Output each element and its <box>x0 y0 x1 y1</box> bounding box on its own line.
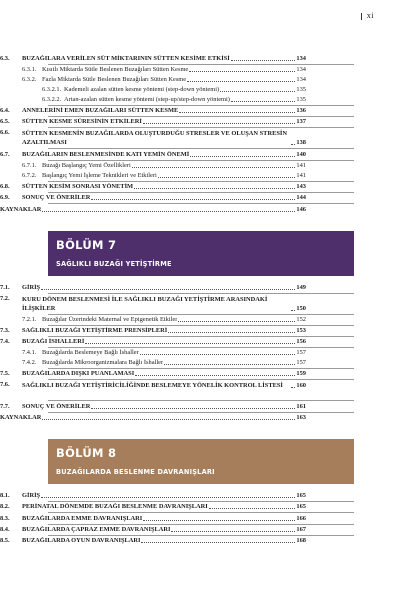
toc-entry[interactable]: 7.3. SAĞLIKLI BUZAĞI YETİŞTİRME PRENSİPLERİ 153 <box>0 327 306 334</box>
toc-entry[interactable]: 7.2. KURU DÖNEM BESLENMESİ İLE SAĞLIKLI BUZAĞI YETİŞTİRME ARASINDAKİ İLİŞKİLER 150 <box>0 295 306 313</box>
toc-entry[interactable]: 6.8. SÜTTEN KESİM SONRASI YÖNETİM 143 <box>0 183 306 190</box>
toc-entry[interactable]: 7.6. SAĞLIKLI BUZAĞI YETİŞTİRİCİLİĞİNDE BESLEMEYE YÖNELİK KONTROL LİSTESİ 160 <box>0 381 306 390</box>
toc-entry[interactable]: 8.1. GİRİŞ 165 <box>0 492 306 499</box>
divider <box>48 148 354 149</box>
chapter-title: SAĞLIKLI BUZAĞI YETİŞTİRME <box>56 260 172 268</box>
divider <box>48 293 354 294</box>
chapter-label: BÖLÜM 7 <box>56 238 117 252</box>
toc-entry[interactable]: 8.3. BUZAĞILARDA EMME DAVRANIŞLARI 166 <box>0 515 306 522</box>
divider <box>48 379 354 380</box>
toc-entry[interactable]: 6.3.1. Kısıtlı Miktarda Sütle Beslenen Buzağıları Sütten Kesme 134 <box>22 66 306 73</box>
page-header <box>361 11 374 20</box>
divider <box>48 336 354 337</box>
toc-entry[interactable]: 8.5. BUZAĞILARDA OYUN DAVRANIŞLARI 168 <box>0 537 306 544</box>
toc-entry-references[interactable]: KAYNAKLAR 163 <box>0 414 306 421</box>
divider <box>48 325 354 326</box>
divider <box>48 535 354 536</box>
divider <box>48 347 354 348</box>
divider <box>48 116 354 117</box>
toc-entry[interactable]: 6.4. ANNELERİNİ EMEN BUZAĞILARI SÜTTEN KESME 136 <box>0 107 306 114</box>
toc-entry[interactable]: 7.5. BUZAĞILARDA DIŞKI PUANLAMASI 159 <box>0 370 306 377</box>
divider <box>48 412 354 413</box>
divider <box>48 64 354 65</box>
toc-entry[interactable]: 7.2.1. Buzağılar Üzerindeki Maternal ve Epigenetik Etkiler 152 <box>22 316 306 323</box>
chapter-title: BUZAĞILARDA BESLENME DAVRANIŞLARI <box>56 468 215 476</box>
toc-entry[interactable]: 6.7.2. Başlangıç Yemi İşleme Teknikleri ve Etkileri 141 <box>22 172 306 179</box>
divider <box>48 127 354 128</box>
toc-entry-references[interactable]: KAYNAKLAR 146 <box>0 206 306 213</box>
divider <box>48 181 354 182</box>
divider <box>48 524 354 525</box>
toc-entry[interactable]: 6.3. BUZAĞILARA VERİLEN SÜT MİKTARININ SÜTTEN KESİME ETKİSİ 134 <box>0 55 306 62</box>
divider <box>48 501 354 502</box>
divider <box>48 105 354 106</box>
toc-entry[interactable]: 6.3.2. Fazla Miktarda Sütle Beslenen Buzağıları Sütten Kesme 134 <box>22 76 306 83</box>
toc-entry[interactable]: 6.3.2.2. Artan-azalan sütten kesme yöntemi (step-up/step-down yöntemi) 135 <box>42 96 306 103</box>
divider <box>48 512 354 513</box>
toc-entry[interactable]: 6.5. SÜTTEN KESME SÜRESİNİN ETKİLERİ 137 <box>0 118 306 125</box>
toc-entry[interactable]: 7.4. BUZAĞI İSHALLERİ 156 <box>0 338 306 345</box>
divider <box>48 368 354 369</box>
toc-entry[interactable]: 6.7. BUZAĞILARIN BESLENMESİNDE KATI YEMİN ÖNEMİ 140 <box>0 151 306 158</box>
chapter-8-header <box>48 439 354 484</box>
header-divider <box>361 13 362 20</box>
divider <box>48 160 354 161</box>
toc-entry[interactable]: 7.4.1. Buzağılarda Beslemeye Bağlı İshaller 157 <box>22 349 306 356</box>
divider <box>48 192 354 193</box>
toc-entry[interactable]: 8.2. PERİNATAL DÖNEMDE BUZAĞI BESLENME DAVRANIŞLARI 165 <box>0 503 306 510</box>
page-number: xi <box>366 11 374 20</box>
chapter-7-header <box>48 231 354 276</box>
divider <box>48 314 354 315</box>
toc-entry[interactable]: 6.6. SÜTTEN KESMENİN BUZAĞILARDA OLUŞTURDUĞU STRESLER VE OLUŞAN STRESİN AZALTILMASI 138 <box>0 129 306 147</box>
divider <box>48 400 354 401</box>
chapter-label: BÖLÜM 8 <box>56 446 117 460</box>
toc-entry[interactable]: 8.4. BUZAĞILARDA ÇAPRAZ EMME DAVRANIŞLARI 167 <box>0 526 306 533</box>
divider <box>48 203 354 204</box>
toc-entry[interactable]: 7.7. SONUÇ VE ÖNERİLER 161 <box>0 403 306 410</box>
toc-entry[interactable]: 7.4.2. Buzağılarda Mikroorganizmalara Bağlı İshaller 157 <box>22 359 306 366</box>
toc-entry[interactable]: 6.9. SONUÇ VE ÖNERİLER 144 <box>0 194 306 201</box>
toc-entry[interactable]: 6.3.2.1. Kademeli azalan sütten kesme yöntemi (step-down yöntemi) 135 <box>42 86 306 93</box>
toc-entry[interactable]: 6.7.1. Buzağı Başlangıç Yemi Özellikleri 141 <box>22 162 306 169</box>
toc-entry[interactable]: 7.1. GİRİŞ 149 <box>0 284 306 291</box>
